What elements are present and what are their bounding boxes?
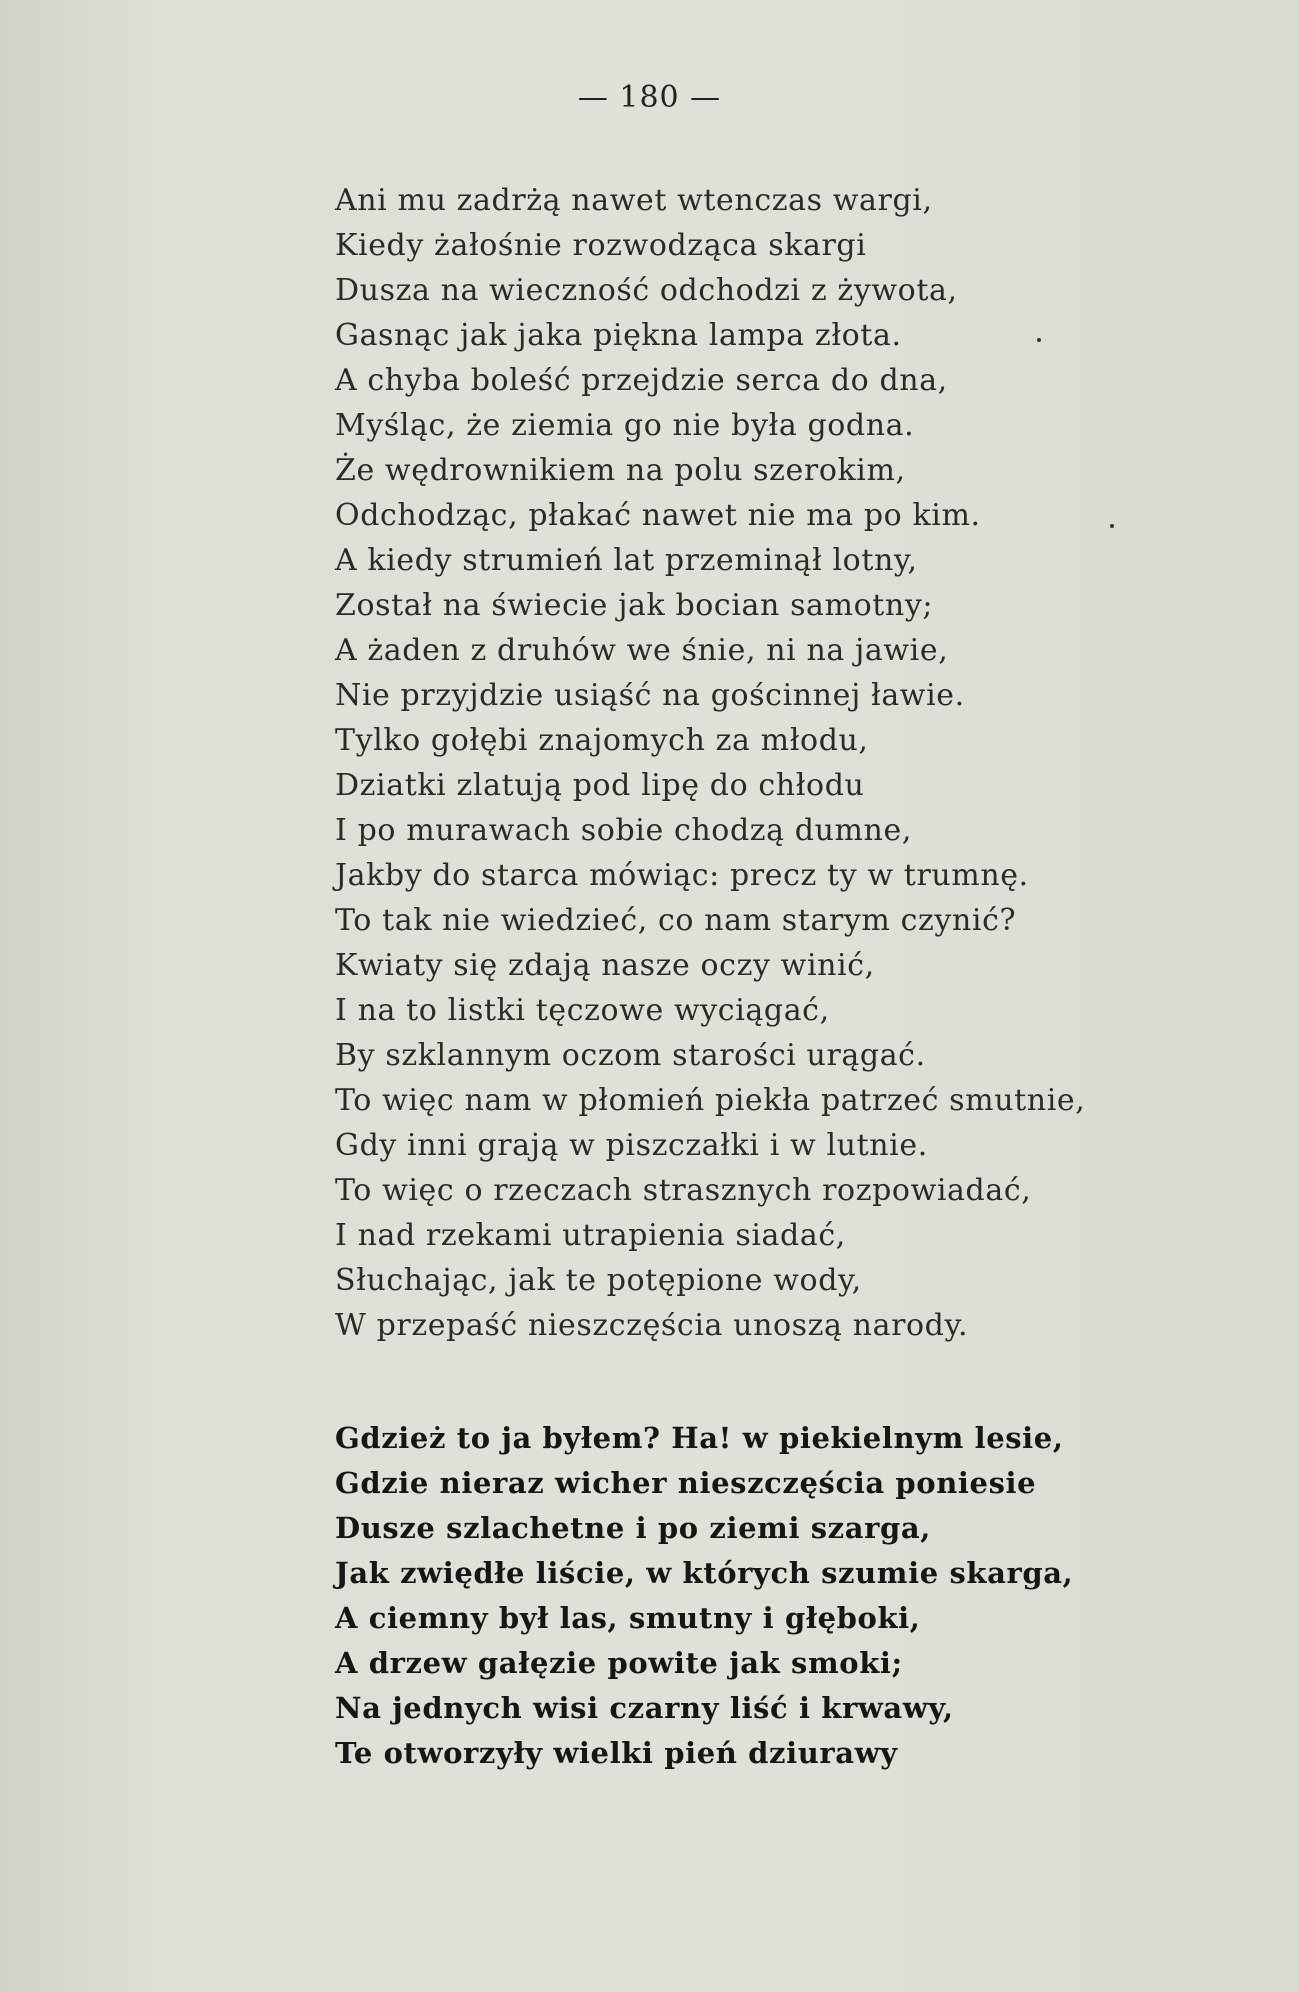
poem-line: Gdy inni grają w piszczałki i w lutnie. [335, 1128, 928, 1163]
poem-line: To więc o rzeczach strasznych rozpowiadać, [335, 1173, 1032, 1208]
poem-text [335, 178, 1235, 1770]
poem-line: I nad rzekami utrapienia siadać, [335, 1218, 846, 1253]
poem-line: Kwiaty się zdają nasze oczy winić, [335, 948, 875, 983]
poem-line: I po murawach sobie chodzą dumne, [335, 813, 912, 848]
poem-line: Gdzież to ja byłem? Ha! w piekielnym lesie, [335, 1421, 1064, 1455]
paper-speck [1110, 524, 1114, 528]
poem-line: Na jednych wisi czarny liść i krwawy, [335, 1691, 954, 1725]
poem-line: Słuchając, jak te potępione wody, [335, 1263, 862, 1298]
poem-line: A ciemny był las, smutny i głęboki, [335, 1601, 921, 1635]
stanza-1 [335, 178, 1235, 1348]
poem-line: Został na świecie jak bocian samotny; [335, 588, 934, 623]
poem-line: By szklannym oczom starości urągać. [335, 1038, 926, 1073]
poem-line: Dusza na wieczność odchodzi z żywota, [335, 273, 958, 308]
poem-line: I na to listki tęczowe wyciągać, [335, 993, 830, 1028]
paper-speck [1037, 338, 1041, 342]
poem-line: A drzew gałęzie powite jak smoki; [335, 1646, 903, 1680]
poem-line: Gasnąc jak jaka piękna lampa złota. [335, 318, 902, 353]
poem-line: A kiedy strumień lat przeminął lotny, [335, 543, 918, 578]
poem-line: Te otworzyły wielki pień dziurawy [335, 1736, 898, 1770]
poem-line: Nie przyjdzie usiąść na gościnnej ławie. [335, 678, 965, 713]
poem-line: Kiedy żałośnie rozwodząca skargi [335, 228, 867, 263]
poem-line: To tak nie wiedzieć, co nam starym czynić? [335, 903, 1017, 938]
poem-line: Gdzie nieraz wicher nieszczęścia poniesie [335, 1466, 1037, 1500]
poem-line: Jakby do starca mówiąc: precz ty w trumnę. [335, 858, 1029, 893]
poem-line: Że wędrownikiem na polu szerokim, [335, 453, 906, 488]
poem-line: Ani mu zadrżą nawet wtenczas wargi, [335, 183, 933, 218]
poem-line: Dziatki zlatują pod lipę do chłodu [335, 768, 865, 803]
poem-line: Dusze szlachetne i po ziemi szarga, [335, 1511, 931, 1545]
poem-line: Tylko gołębi znajomych za młodu, [335, 723, 869, 758]
poem-line: To więc nam w płomień piekła patrzeć smutnie, [335, 1083, 1086, 1118]
poem-line: A żaden z druhów we śnie, ni na jawie, [335, 633, 949, 668]
page-number: — 180 — [577, 80, 722, 115]
poem-line: A chyba boleść przejdzie serca do dna, [335, 363, 948, 398]
poem-line: Odchodząc, płakać nawet nie ma po kim. [335, 498, 981, 533]
poem-line: W przepaść nieszczęścia unoszą narody. [335, 1308, 969, 1343]
stanza-2 [335, 1416, 1073, 1776]
poem-line: Jak zwiędłe liście, w których szumie skarga, [335, 1556, 1074, 1590]
poem-line: Myśląc, że ziemia go nie była godna. [335, 408, 915, 443]
